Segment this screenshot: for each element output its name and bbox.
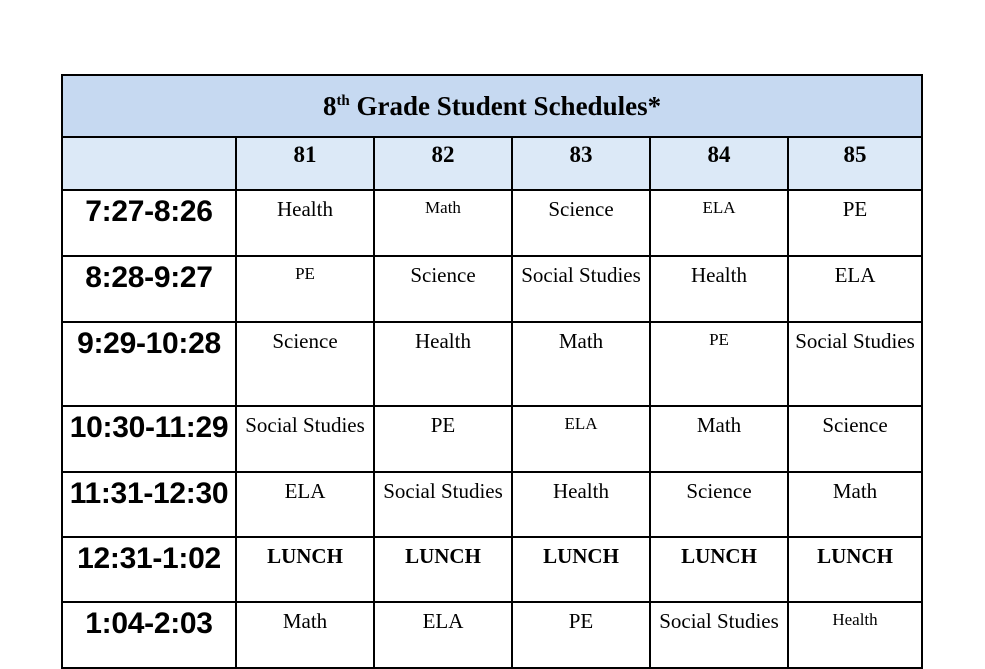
column-header-82: 82 — [374, 137, 512, 190]
table-row — [62, 602, 922, 668]
class-cell: Social Studies — [236, 406, 374, 472]
title-rest: Grade Student Schedules* — [349, 90, 662, 121]
table-row — [62, 472, 922, 537]
class-cell: Social Studies — [650, 602, 788, 668]
class-cell: Social Studies — [374, 472, 512, 537]
time-slot: 10:30-11:29 — [62, 406, 236, 472]
column-header-row — [62, 137, 922, 190]
class-cell: Health — [788, 602, 922, 668]
class-cell: PE — [788, 190, 922, 256]
class-cell: Social Studies — [788, 322, 922, 406]
table-row — [62, 256, 922, 322]
column-header-81: 81 — [236, 137, 374, 190]
title-grade-number: 8 — [322, 90, 337, 121]
class-cell: Science — [236, 322, 374, 406]
time-slot: 9:29-10:28 — [62, 322, 236, 406]
column-header-85: 85 — [788, 137, 922, 190]
lunch-cell: LUNCH — [650, 537, 788, 602]
time-slot: 12:31-1:02 — [62, 537, 236, 602]
class-cell: Science — [374, 256, 512, 322]
class-cell: Health — [236, 190, 374, 256]
class-cell: PE — [512, 602, 650, 668]
class-cell: Science — [650, 472, 788, 537]
class-cell: Math — [236, 602, 374, 668]
class-cell: ELA — [512, 406, 650, 472]
class-cell: ELA — [650, 190, 788, 256]
class-cell: Health — [650, 256, 788, 322]
class-cell: Science — [788, 406, 922, 472]
class-cell: Social Studies — [512, 256, 650, 322]
column-header-84: 84 — [650, 137, 788, 190]
title-grade-suffix: th — [336, 92, 350, 109]
class-cell: Health — [374, 322, 512, 406]
lunch-cell: LUNCH — [788, 537, 922, 602]
table-row — [62, 190, 922, 256]
class-cell: Science — [512, 190, 650, 256]
class-cell: Math — [374, 190, 512, 256]
class-cell: Math — [512, 322, 650, 406]
class-cell: PE — [650, 322, 788, 406]
column-header-83: 83 — [512, 137, 650, 190]
table-row — [62, 406, 922, 472]
class-cell: PE — [236, 256, 374, 322]
lunch-cell: LUNCH — [374, 537, 512, 602]
class-cell: ELA — [788, 256, 922, 322]
class-cell: ELA — [236, 472, 374, 537]
schedule-table — [61, 74, 923, 669]
time-slot: 1:04-2:03 — [62, 602, 236, 668]
time-slot: 7:27-8:26 — [62, 190, 236, 256]
class-cell: Health — [512, 472, 650, 537]
time-slot: 11:31-12:30 — [62, 472, 236, 537]
class-cell: ELA — [374, 602, 512, 668]
class-cell: Math — [788, 472, 922, 537]
table-row — [62, 537, 922, 602]
table-row — [62, 322, 922, 406]
class-cell: PE — [374, 406, 512, 472]
column-header-blank — [62, 137, 236, 190]
lunch-cell: LUNCH — [512, 537, 650, 602]
lunch-cell: LUNCH — [236, 537, 374, 602]
schedule-title — [62, 75, 922, 137]
class-cell: Math — [650, 406, 788, 472]
time-slot: 8:28-9:27 — [62, 256, 236, 322]
